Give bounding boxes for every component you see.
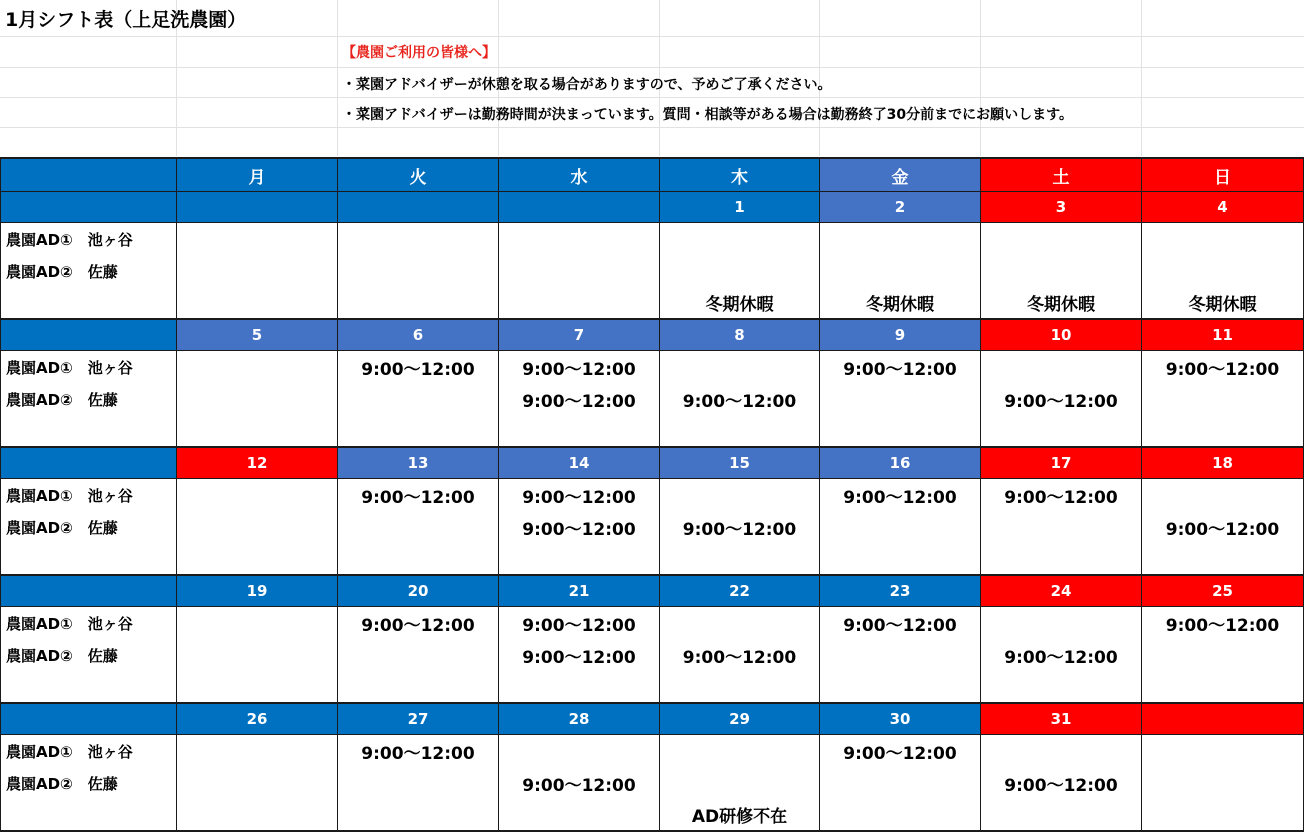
staff-shift-row: [1, 511, 1304, 543]
staff-shift-row: [1, 255, 1304, 287]
shift-cell: 9:00～12:00: [820, 351, 981, 384]
shift-cell: [1142, 383, 1304, 415]
date-cell: 11: [1142, 319, 1304, 351]
note-cell: [820, 671, 981, 703]
shift-cell: 9:00～12:00: [499, 511, 660, 543]
note-cell: [981, 799, 1142, 831]
note-cell: [981, 415, 1142, 447]
date-cell: 15: [660, 447, 820, 479]
shift-cell: [660, 255, 820, 287]
staff-shift-row: [1, 735, 1304, 768]
shift-cell: 9:00～12:00: [820, 735, 981, 768]
shift-cell: 9:00～12:00: [660, 639, 820, 671]
shift-cell: [499, 735, 660, 768]
date-row: [1, 192, 1304, 223]
note-cell: [499, 415, 660, 447]
shift-cell: [177, 255, 338, 287]
shift-cell: [1142, 223, 1304, 256]
note-cell: [660, 415, 820, 447]
note-cell: [499, 543, 660, 575]
shift-cell: 9:00～12:00: [981, 479, 1142, 512]
date-row: [1, 447, 1304, 479]
shift-cell: [660, 767, 820, 799]
staff-name-cell: 農園AD① 池ヶ谷: [1, 223, 177, 256]
shift-cell: [820, 639, 981, 671]
note-cell: [820, 415, 981, 447]
shift-schedule-table: [0, 157, 1304, 832]
shift-cell: 9:00～12:00: [1142, 351, 1304, 384]
staff-name-cell: 農園AD② 佐藤: [1, 255, 177, 287]
note-cell: [338, 799, 499, 831]
note-cell: [338, 671, 499, 703]
shift-cell: 9:00～12:00: [338, 735, 499, 768]
shift-cell: [499, 255, 660, 287]
shift-cell: [338, 767, 499, 799]
date-cell: 29: [660, 703, 820, 735]
date-cell: 28: [499, 703, 660, 735]
date-cell: 31: [981, 703, 1142, 735]
note-row: [1, 543, 1304, 575]
note-cell: AD研修不在: [660, 799, 820, 831]
date-row-label-cell: [1, 575, 177, 607]
note-cell: 冬期休暇: [981, 287, 1142, 319]
staff-name-cell: 農園AD② 佐藤: [1, 511, 177, 543]
staff-name-cell: 農園AD① 池ヶ谷: [1, 607, 177, 640]
date-cell: 4: [1142, 192, 1304, 223]
date-cell: 16: [820, 447, 981, 479]
date-cell: 8: [660, 319, 820, 351]
shift-cell: [820, 511, 981, 543]
date-cell: 17: [981, 447, 1142, 479]
shift-cell: [177, 223, 338, 256]
note-cell: [177, 287, 338, 319]
date-cell: 22: [660, 575, 820, 607]
shift-cell: [177, 511, 338, 543]
note-label-cell: [1, 415, 177, 447]
note-cell: [338, 287, 499, 319]
notice-line-1: ・菜園アドバイザーが休憩を取る場合がありますので、予めご了承ください。: [342, 77, 832, 93]
date-cell: 23: [820, 575, 981, 607]
staff-name-cell: 農園AD② 佐藤: [1, 767, 177, 799]
date-cell: 13: [338, 447, 499, 479]
shift-cell: 9:00～12:00: [1142, 607, 1304, 640]
staff-shift-row: [1, 639, 1304, 671]
date-row-label-cell: [1, 703, 177, 735]
shift-cell: [981, 511, 1142, 543]
note-cell: 冬期休暇: [1142, 287, 1304, 319]
note-cell: [820, 543, 981, 575]
shift-cell: [820, 383, 981, 415]
staff-shift-row: [1, 383, 1304, 415]
staff-shift-row: [1, 767, 1304, 799]
note-cell: [177, 671, 338, 703]
date-cell: 21: [499, 575, 660, 607]
date-cell: 27: [338, 703, 499, 735]
shift-cell: 9:00～12:00: [499, 767, 660, 799]
note-label-cell: [1, 799, 177, 831]
note-cell: [338, 543, 499, 575]
date-cell: 25: [1142, 575, 1304, 607]
date-cell: 7: [499, 319, 660, 351]
shift-cell: [820, 255, 981, 287]
date-row: [1, 319, 1304, 351]
note-cell: [499, 287, 660, 319]
shift-cell: 9:00～12:00: [1142, 511, 1304, 543]
weekday-fri: 金: [820, 158, 981, 192]
date-cell: [499, 192, 660, 223]
note-cell: [177, 543, 338, 575]
shift-cell: [499, 223, 660, 256]
shift-cell: [981, 255, 1142, 287]
shift-cell: [338, 255, 499, 287]
note-cell: [499, 799, 660, 831]
shift-cell: [177, 607, 338, 640]
shift-cell: [820, 223, 981, 256]
date-cell: 1: [660, 192, 820, 223]
shift-cell: [660, 607, 820, 640]
shift-cell: 9:00～12:00: [499, 639, 660, 671]
note-row: [1, 287, 1304, 319]
notice-heading: 【農園ご利用の皆様へ】: [342, 45, 496, 61]
note-label-cell: [1, 671, 177, 703]
date-cell: 24: [981, 575, 1142, 607]
note-cell: 冬期休暇: [820, 287, 981, 319]
note-row: [1, 415, 1304, 447]
weekday-sat: 土: [981, 158, 1142, 192]
shift-cell: 9:00～12:00: [820, 479, 981, 512]
note-label-cell: [1, 287, 177, 319]
weekday-header-row: [1, 158, 1304, 192]
shift-cell: [177, 351, 338, 384]
shift-cell: [338, 223, 499, 256]
shift-cell: 9:00～12:00: [981, 639, 1142, 671]
note-cell: [660, 671, 820, 703]
staff-name-cell: 農園AD② 佐藤: [1, 639, 177, 671]
staff-shift-row: [1, 479, 1304, 512]
staff-shift-row: [1, 607, 1304, 640]
date-cell: 9: [820, 319, 981, 351]
note-cell: [177, 415, 338, 447]
shift-cell: 9:00～12:00: [820, 607, 981, 640]
shift-cell: [981, 351, 1142, 384]
note-cell: [338, 415, 499, 447]
date-cell: 30: [820, 703, 981, 735]
date-cell: 5: [177, 319, 338, 351]
date-row-label-cell: [1, 447, 177, 479]
header-corner-cell: [1, 158, 177, 192]
date-cell: 2: [820, 192, 981, 223]
date-cell: 14: [499, 447, 660, 479]
note-cell: [981, 543, 1142, 575]
shift-cell: [981, 607, 1142, 640]
shift-cell: 9:00～12:00: [338, 479, 499, 512]
shift-cell: 9:00～12:00: [338, 351, 499, 384]
note-cell: [1142, 799, 1304, 831]
note-cell: [1142, 415, 1304, 447]
date-cell: 26: [177, 703, 338, 735]
staff-name-cell: 農園AD① 池ヶ谷: [1, 735, 177, 768]
weekday-mon: 月: [177, 158, 338, 192]
note-cell: 冬期休暇: [660, 287, 820, 319]
shift-cell: [1142, 735, 1304, 768]
staff-name-cell: 農園AD① 池ヶ谷: [1, 479, 177, 512]
note-cell: [177, 799, 338, 831]
date-cell: 12: [177, 447, 338, 479]
shift-cell: [177, 639, 338, 671]
staff-name-cell: 農園AD② 佐藤: [1, 383, 177, 415]
shift-cell: 9:00～12:00: [981, 767, 1142, 799]
note-label-cell: [1, 543, 177, 575]
date-cell: 18: [1142, 447, 1304, 479]
date-cell: 10: [981, 319, 1142, 351]
weekday-tue: 火: [338, 158, 499, 192]
staff-shift-row: [1, 351, 1304, 384]
shift-cell: [660, 223, 820, 256]
note-cell: [660, 543, 820, 575]
date-cell: 19: [177, 575, 338, 607]
shift-cell: [1142, 767, 1304, 799]
shift-cell: 9:00～12:00: [660, 383, 820, 415]
shift-cell: [981, 223, 1142, 256]
shift-cell: 9:00～12:00: [499, 607, 660, 640]
shift-cell: [1142, 639, 1304, 671]
shift-cell: [338, 639, 499, 671]
date-row: [1, 703, 1304, 735]
date-cell: [338, 192, 499, 223]
note-row: [1, 671, 1304, 703]
shift-cell: [177, 767, 338, 799]
shift-cell: [338, 383, 499, 415]
shift-cell: [660, 735, 820, 768]
shift-cell: 9:00～12:00: [499, 479, 660, 512]
shift-cell: [660, 351, 820, 384]
note-cell: [499, 671, 660, 703]
notice-line-2: ・菜園アドバイザーは勤務時間が決まっています。質問・相談等がある場合は勤務終了30分前までにお願いします。: [342, 107, 1073, 123]
note-cell: [1142, 671, 1304, 703]
shift-cell: [820, 767, 981, 799]
date-cell: 20: [338, 575, 499, 607]
shift-cell: [177, 383, 338, 415]
note-cell: [981, 671, 1142, 703]
note-cell: [1142, 543, 1304, 575]
date-row-label-cell: [1, 192, 177, 223]
shift-cell: [177, 479, 338, 512]
shift-cell: [1142, 255, 1304, 287]
staff-shift-row: [1, 223, 1304, 256]
date-cell: 6: [338, 319, 499, 351]
weekday-sun: 日: [1142, 158, 1304, 192]
shift-cell: 9:00～12:00: [981, 383, 1142, 415]
shift-cell: 9:00～12:00: [499, 383, 660, 415]
shift-cell: 9:00～12:00: [660, 511, 820, 543]
shift-cell: 9:00～12:00: [499, 351, 660, 384]
weekday-thu: 木: [660, 158, 820, 192]
weekday-wed: 水: [499, 158, 660, 192]
date-cell: [177, 192, 338, 223]
shift-cell: [981, 735, 1142, 768]
page-title: 1月シフト表（上足洗農園）: [5, 9, 247, 31]
note-row: [1, 799, 1304, 831]
note-cell: [820, 799, 981, 831]
staff-name-cell: 農園AD① 池ヶ谷: [1, 351, 177, 384]
date-row-label-cell: [1, 319, 177, 351]
shift-cell: 9:00～12:00: [338, 607, 499, 640]
shift-cell: [660, 479, 820, 512]
date-cell: [1142, 703, 1304, 735]
shift-cell: [338, 511, 499, 543]
shift-cell: [177, 735, 338, 768]
shift-cell: [1142, 479, 1304, 512]
date-row: [1, 575, 1304, 607]
date-cell: 3: [981, 192, 1142, 223]
